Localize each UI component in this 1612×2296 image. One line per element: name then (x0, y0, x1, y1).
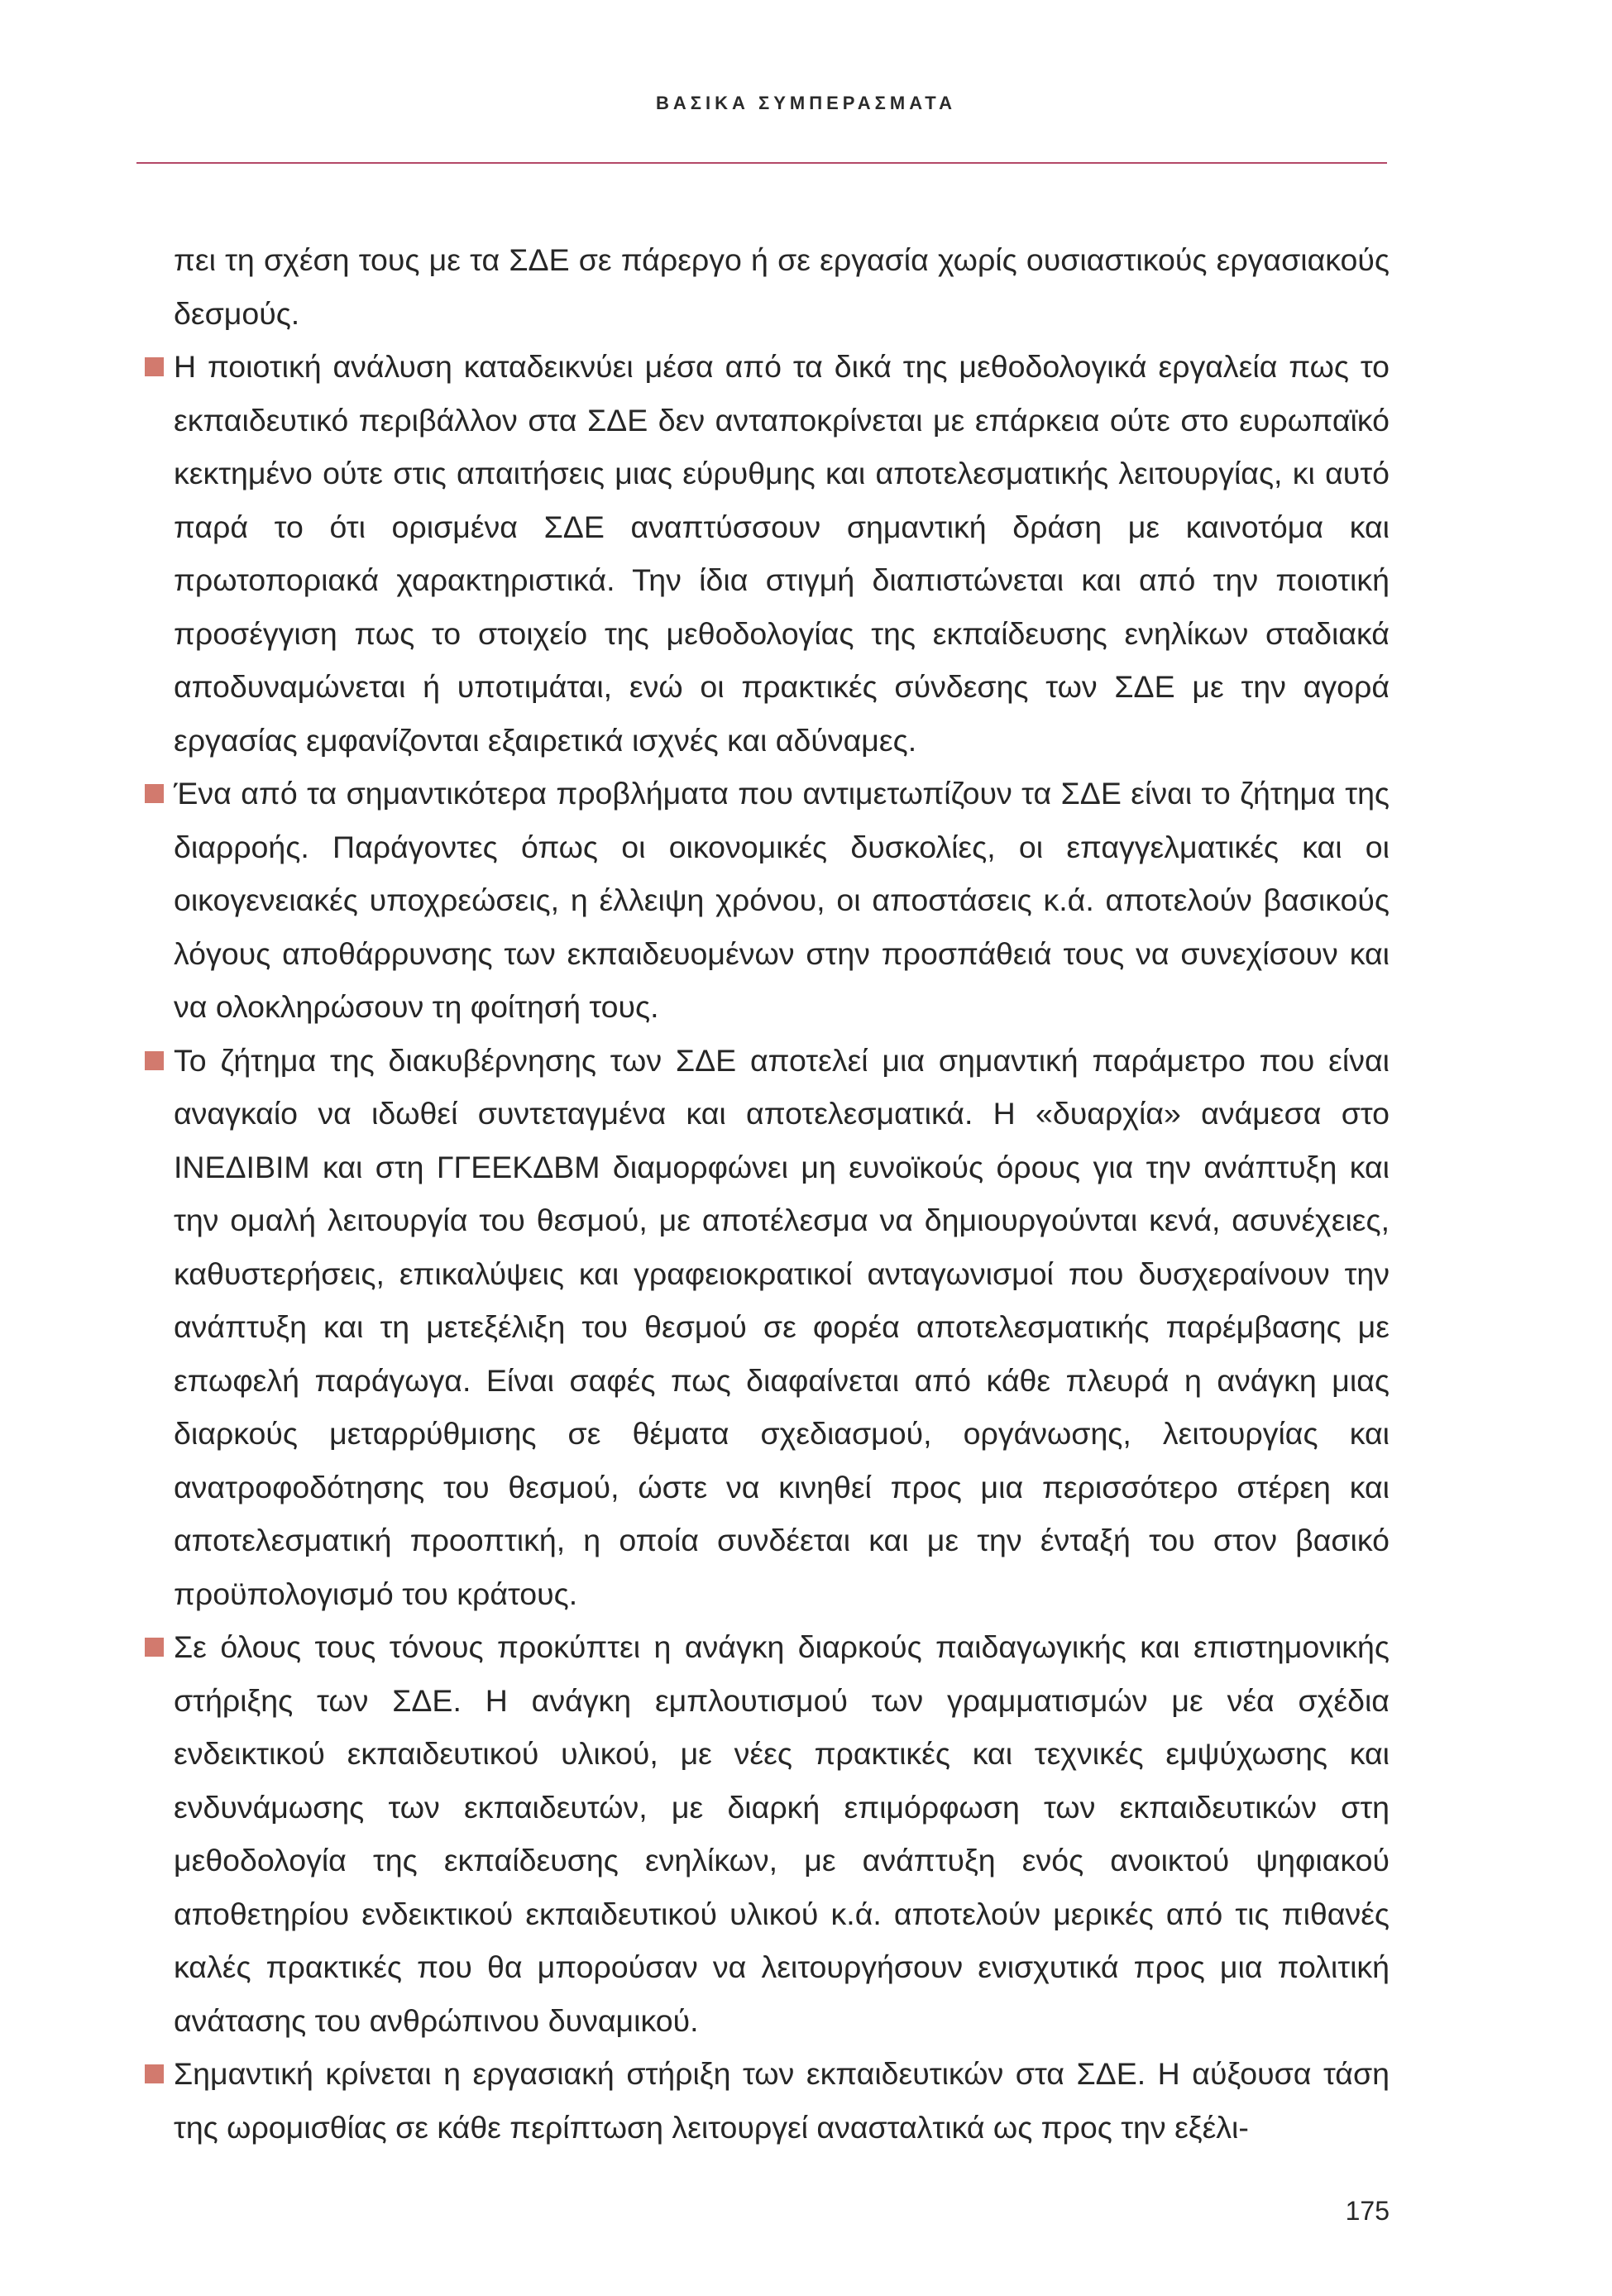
square-bullet-icon (145, 1638, 164, 1657)
page-number: 175 (1345, 2196, 1390, 2226)
bullet-item (174, 1620, 1390, 2047)
bullet-text: Σημαντική κρίνεται η εργασιακή στήριξη των εκπαιδευτικών στα ΣΔΕ. Η αύξουσα τάση της ωρομισθίας σε κάθε περίπτωση λειτουργεί ανασταλτικά ως προς την εξέλι- (174, 2056, 1390, 2145)
square-bullet-icon (145, 784, 164, 803)
bullet-item (174, 1034, 1390, 1621)
bullet-item (174, 340, 1390, 767)
square-bullet-icon (145, 357, 164, 376)
bullet-text: Ένα από τα σημαντικότερα προβλήματα που αντιμετωπίζουν τα ΣΔΕ είναι το ζήτημα της διαρροής. Παράγοντες όπως οι οικονομικές δυσκολίες, οι επαγγελματικές και οι οικογενειακές υποχρεώσεις, η έλλειψη χρόνου, οι αποστάσεις κ.ά. αποτελούν βασικούς λόγους αποθάρρυνσης των εκπαιδευομένων στην προσπάθειά τους να συνεχίσουν και να ολοκληρώσουν τη φοίτησή τους. (174, 776, 1390, 1024)
body-text (174, 233, 1390, 2154)
running-header: ΒΑΣΙΚΑ ΣΥΜΠΕΡΑΣΜΑΤΑ (656, 93, 956, 113)
bullet-text: Η ποιοτική ανάλυση καταδεικνύει μέσα από τα δικά της μεθοδολογικά εργαλεία πως το εκπαιδευτικό περιβάλλον στα ΣΔΕ δεν ανταποκρίνεται με επάρκεια ούτε στο ευρωπαϊκό κεκτημένο ούτε στις απαιτήσεις μιας εύρυθμης και αποτελεσματικής λειτουργίας, κι αυτό παρά το ότι ορισμένα ΣΔΕ αναπτύσσουν σημαντική δράση με καινοτόμα και πρωτοποριακά χαρακτηριστικά. Την ίδια στιγμή διαπιστώνεται και από την ποιοτική προσέγγιση πως το στοιχείο της μεθοδολογίας της εκπαίδευσης ενηλίκων σταδιακά αποδυναμώνεται ή υποτιμάται, ενώ οι πρακτικές σύνδεσης των ΣΔΕ με την αγορά εργασίας εμφανίζονται εξαιρετικά ισχνές και αδύναμες. (174, 349, 1390, 758)
header-rule (136, 162, 1387, 164)
bullet-item (174, 2047, 1390, 2154)
square-bullet-icon (145, 1051, 164, 1070)
bullet-text: Σε όλους τους τόνους προκύπτει η ανάγκη διαρκούς παιδαγωγικής και επιστημονικής στήριξης των ΣΔΕ. Η ανάγκη εμπλουτισμού των γραμματισμών με νέα σχέδια ενδεικτικού εκπαιδευτικού υλικού, με νέες πρακτικές και τεχνικές εμψύχωσης και ενδυνάμωσης των εκπαιδευτών, με διαρκή επιμόρφωση των εκπαιδευτικών στη μεθοδολογία της εκπαίδευσης ενηλίκων, με ανάπτυξη ενός ανοικτού ψηφιακού αποθετηρίου ενδεικτικού εκπαιδευτικού υλικού κ.ά. αποτελούν μερικές από τις πιθανές καλές πρακτικές που θα μπορούσαν να λειτουργήσουν ενισχυτικά προς μια πολιτική ανάτασης του ανθρώπινου δυναμικού. (174, 1629, 1390, 2038)
continuation-paragraph: πει τη σχέση τους με τα ΣΔΕ σε πάρεργο ή σε εργασία χωρίς ουσιαστικούς εργασιακούς δεσμούς. (174, 242, 1390, 331)
bullet-item (174, 767, 1390, 1034)
square-bullet-icon (145, 2064, 164, 2083)
bullet-text: Το ζήτημα της διακυβέρνησης των ΣΔΕ αποτελεί μια σημαντική παράμετρο που είναι αναγκαίο να ιδωθεί συντεταγμένα και αποτελεσματικά. Η «δυαρχία» ανάμεσα στο ΙΝΕΔΙΒΙΜ και στη ΓΓΕΕΚΔΒΜ διαμορφώνει μη ευνοϊκούς όρους για την ανάπτυξη και την ομαλή λειτουργία του θεσμού, με αποτέλεσμα να δημιουργούνται κενά, ασυνέχειες, καθυστερήσεις, επικαλύψεις και γραφειοκρατικοί ανταγωνισμοί που δυσχεραίνουν την ανάπτυξη και τη μετεξέλιξη του θεσμού σε φορέα αποτελεσματικής παρέμβασης με επωφελή παράγωγα. Είναι σαφές πως διαφαίνεται από κάθε πλευρά η ανάγκη μιας διαρκούς μεταρρύθμισης σε θέματα σχεδιασμού, οργάνωσης, λειτουργίας και ανατροφοδότησης του θεσμού, ώστε να κινηθεί προς μια περισσότερο στέρεη και αποτελεσματική προοπτική, η οποία συνδέεται και με την ένταξή του στον βασικό προϋπολογισμό του κράτους. (174, 1042, 1390, 1611)
